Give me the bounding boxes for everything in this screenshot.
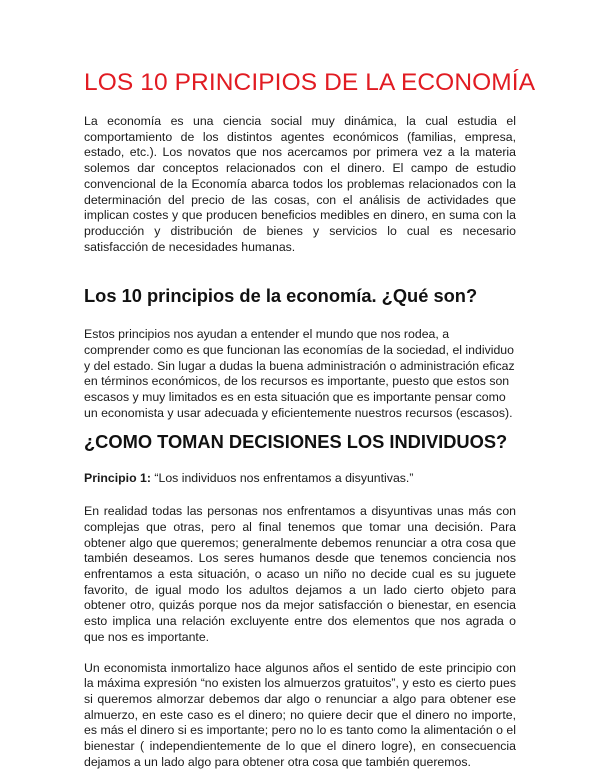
intro-paragraph: La economía es una ciencia social muy dinámica, la cual estudia el comportamiento de los distintos agentes económicos (familias, empresa, estado, etc.). Los novatos que nos acercamos por primera vez a la materia solemos dar conceptos relacionados con el dinero. El campo de estudio convencional de la Economía abarca todos los problemas relacionados con la determinación del precio de las cosas, con el análisis de actividades que implican costes y que producen beneficios medibles en dinero, en suma con la producción y distribución de bienes y servicios lo cual es necesario satisfacción de necesidades humanas. xyxy=(84,114,516,254)
page-title: LOS 10 PRINCIPIOS DE LA ECONOMÍA xyxy=(84,69,536,96)
principle-1 xyxy=(84,471,516,487)
body-paragraph-1: En realidad todas las personas nos enfrentamos a disyuntivas unas más con complejas que otras, pero al final tenemos que tomar una decisión. Para obtener algo que queremos; generalmente debemos renunciar a otra cosa que también deseamos. Los seres humanos desde que tenemos conciencia nos enfrentamos a esta situación, o acaso un niño no decide cual es su juguete favorito, de igual modo los adultos dejamos a un lado cierto objeto para obtener otro, quizás porque nos da mejor satisfacción o bienestar, en esencia esto implica una relación excluyente entre dos elementos que nos agrada o que nos es importante. xyxy=(84,504,516,644)
subheading-paragraph: Estos principios nos ayudan a entender el mundo que nos rodea, a comprender como es que funcionan las economías de la sociedad, el individuo y del estado. Sin lugar a dudas la buena administración o administración eficaz en términos económicos, de los recursos es importante, puesto que estos son escasos y muy limitados es en esta situación que es importante pensar como un economista y usar adecuada y eficientemente nuestros recursos (escasos). xyxy=(84,327,515,420)
subheading: Los 10 principios de la economía. ¿Qué son? xyxy=(84,285,478,307)
principle-quote: “Los individuos nos enfrentamos a disyuntivas.” xyxy=(150,470,414,485)
body-paragraph-2: Un economista inmortalizo hace algunos años el sentido de este principio con la máxima expresión “no existen los almuerzos gratuitos”, y esto es cierto pues si queremos almorzar debemos dar algo o renunciar a algo para obtener ese almuerzo, en este caso es el dinero; no quiere decir que el dinero no importe, es más el dinero si es importante; pero no lo es tanto como la alimentación o el bienestar ( independientemente de lo que el dinero logre), en consecuencia dejamos a un lado algo para obtener otra cosa que también queremos. xyxy=(84,660,516,769)
paragraph-spacer xyxy=(84,646,516,661)
section-heading: ¿COMO TOMAN DECISIONES LOS INDIVIDUOS? xyxy=(84,430,508,452)
principle-label: Principio 1: xyxy=(84,470,151,485)
